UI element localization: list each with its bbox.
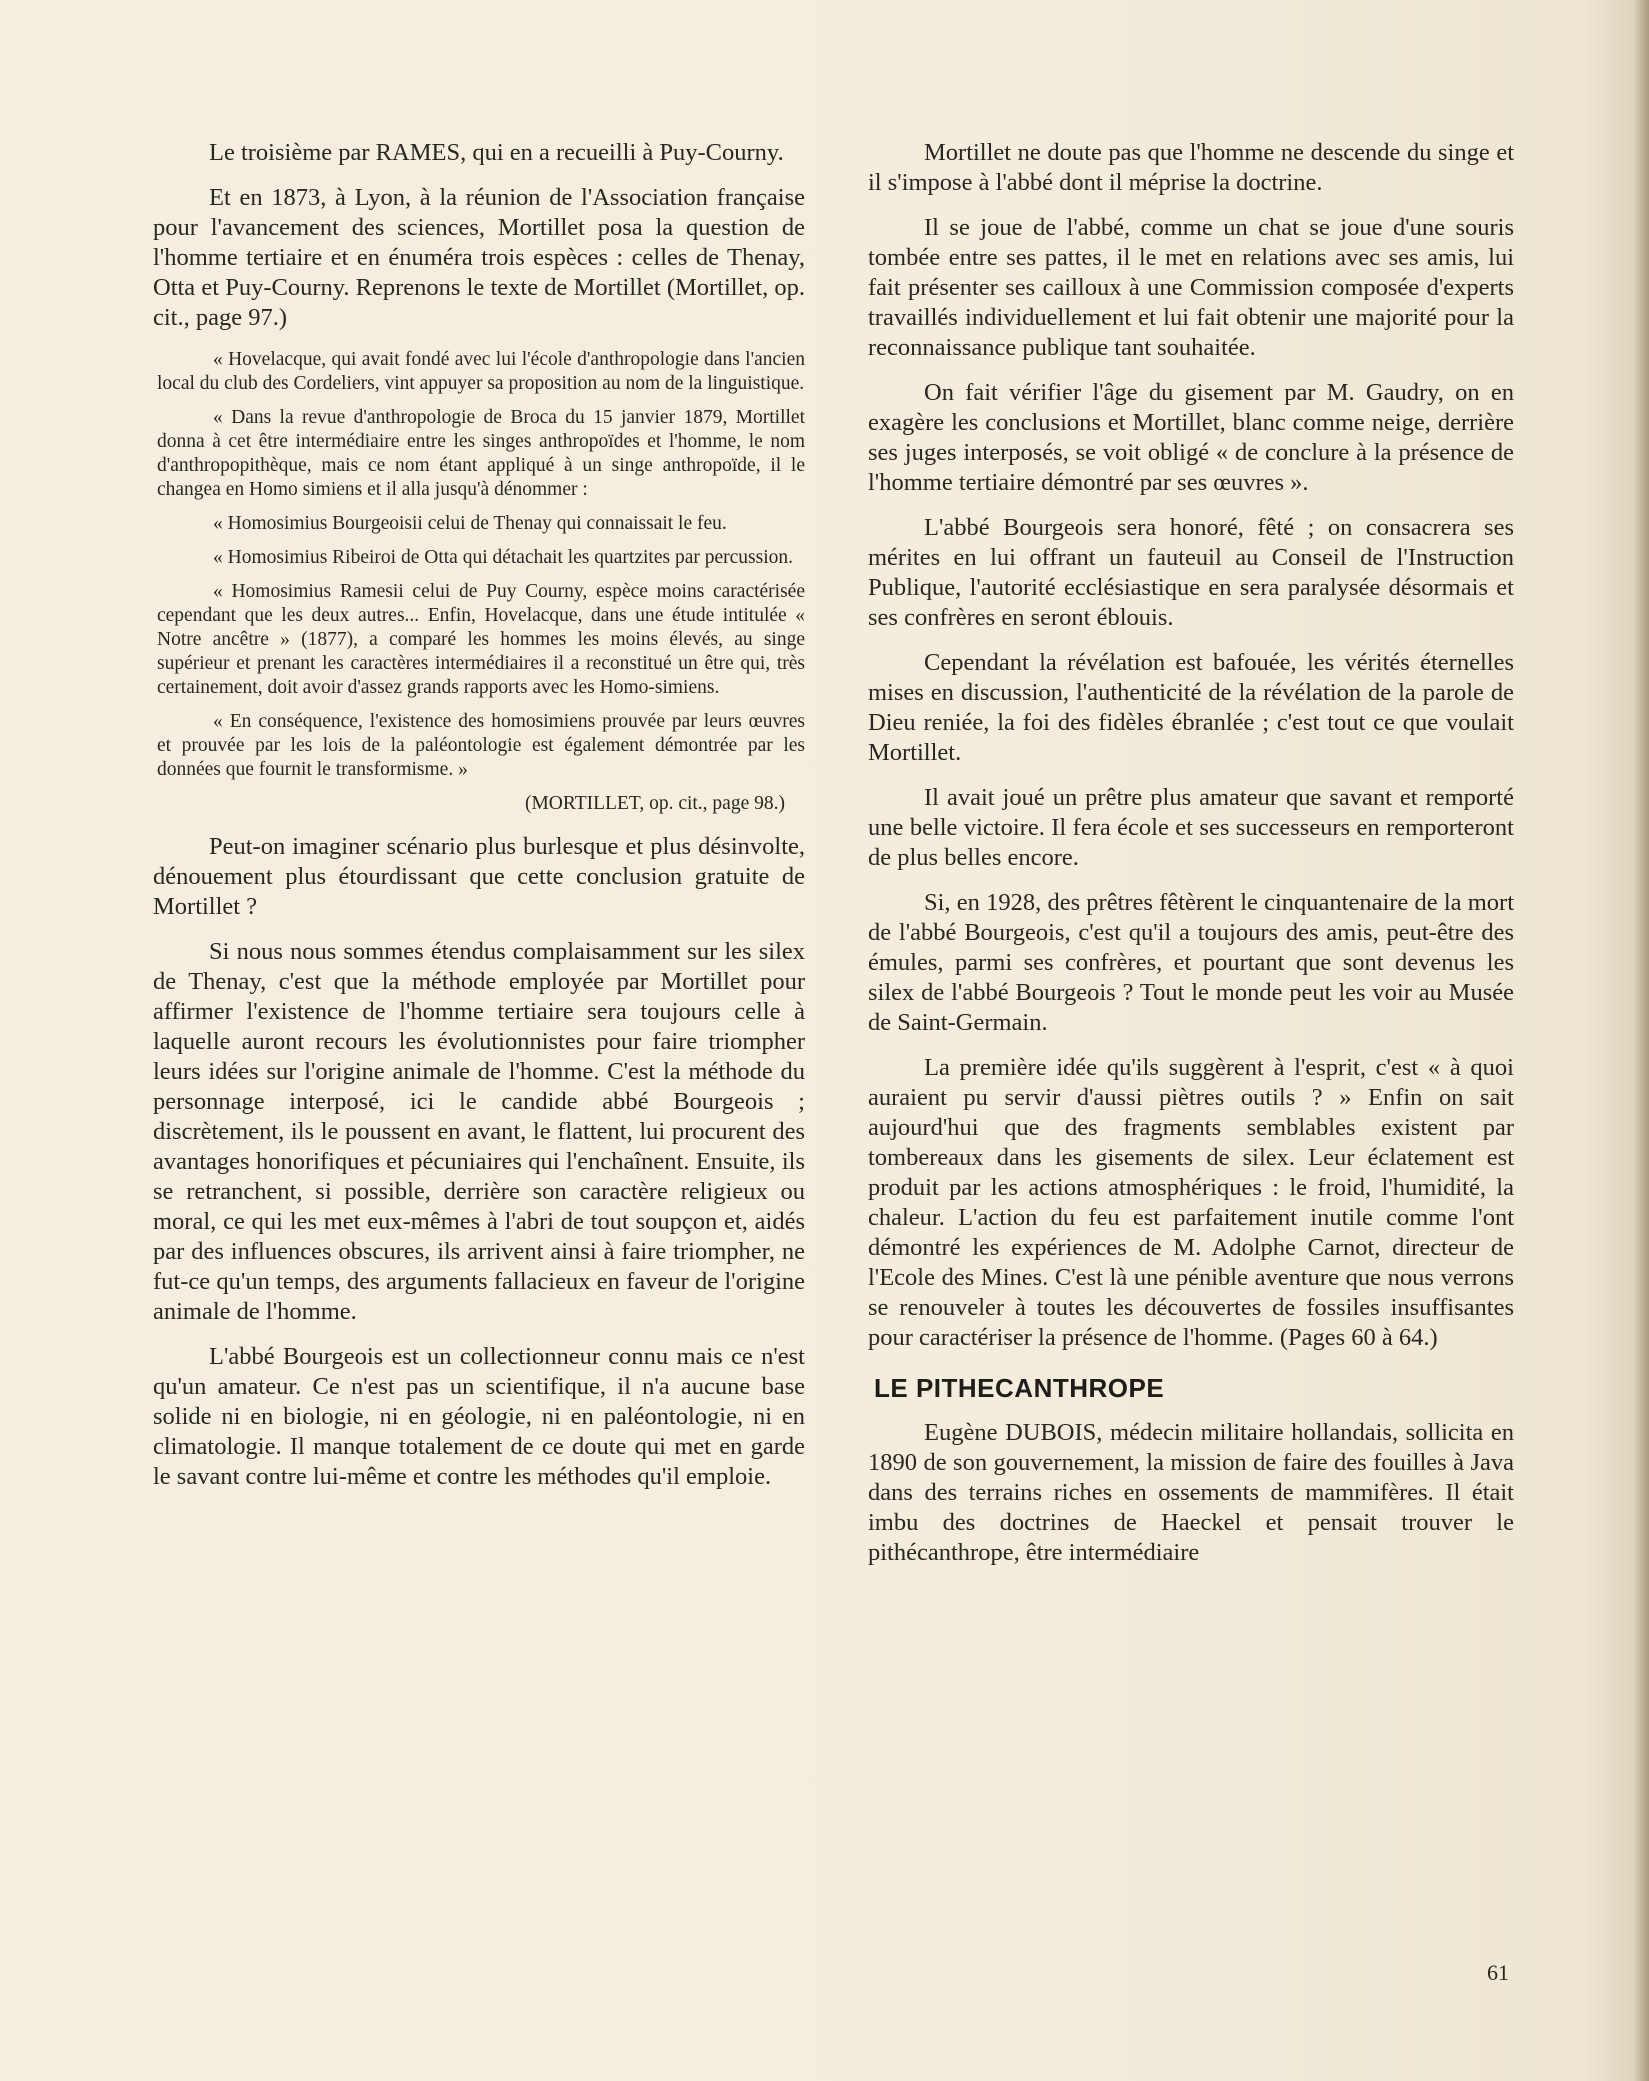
quote-paragraph: « Hovelacque, qui avait fondé avec lui l'école d'anthropologie dans l'ancien local du club des Cordeliers, vint appuyer sa proposition au nom de la linguistique. <box>157 349 805 394</box>
paragraph: L'abbé Bourgeois sera honoré, fêté ; on consacrera ses mérites en lui offrant un fauteuil au Conseil de l'Instruction Publique, l'autorité ecclésiastique en sera paralysée désormais et ses confrères en seront éblouis. <box>868 514 1514 631</box>
paragraph: L'abbé Bourgeois est un collectionneur connu mais ce n'est qu'un amateur. Ce n'est pas un scientifique, il n'a aucune base solide ni en biologie, ni en géologie, ni en paléontologie, ni en climatologie. Il manque totalement de ce doute qui met en garde le savant contre lui-même et contre les méthodes qu'il emploie. <box>153 1343 805 1490</box>
paragraph: Si nous nous sommes étendus complaisamment sur les silex de Thenay, c'est que la méthode employée par Mortillet pour affirmer l'existence de l'homme tertiaire sera toujours celle à laquelle auront recours les évolutionnistes pour faire triompher leurs idées sur l'origine animale de l'homme. C'est la méthode du personnage interposé, ici le candide abbé Bourgeois ; discrètement, ils le poussent en avant, le flattent, lui procurent des avantages honorifiques et pécuniaires qui l'enchaînent. Ensuite, ils se retranchent, si possible, derrière son caractère religieux ou moral, ce qui les met eux-mêmes à l'abri de tout soupçon et, aidés par des influences obscures, ils arrivent ainsi à faire triompher, ne fut-ce qu'un temps, des arguments fallacieux en faveur de l'origine animale de l'homme. <box>153 938 805 1325</box>
quote-paragraph: « Homosimius Ribeiroi de Otta qui détachait les quartzites par percussion. <box>213 547 793 568</box>
paragraph: Il avait joué un prêtre plus amateur que savant et remporté une belle victoire. Il fera école et ses successeurs en remporteront de plus belles encore. <box>868 784 1514 871</box>
page-edge <box>1635 0 1649 2081</box>
quote-reference: (MORTILLET, op. cit., page 98.) <box>524 793 785 814</box>
page-number: 61 <box>1487 1960 1509 1985</box>
paragraph: La première idée qu'ils suggèrent à l'esprit, c'est « à quoi auraient pu servir d'aussi piètres outils ? » Enfin on sait aujourd'hui que des fragments semblables existent par tombereaux dans les gisements de silex. Leur éclatement est produit par les actions atmosphériques : le froid, l'humidité, la chaleur. L'action du feu est parfaitement inutile comme l'ont démontré les expériences de M. Adolphe Carnot, directeur de l'Ecole des Mines. C'est là une pénible aventure que nous verrons se renouveler à toutes les découvertes de fossiles insuffisantes pour caractériser la présence de l'homme. (Pages 60 à 64.) <box>868 1054 1514 1351</box>
quote-paragraph: « En conséquence, l'existence des homosimiens prouvée par leurs œuvres et prouvée par les lois de la paléontologie est également démontrée par les données que fournit le transformisme. » <box>157 711 805 780</box>
left-column <box>153 138 805 1507</box>
quote-paragraph: « Homosimius Ramesii celui de Puy Courny, espèce moins caractérisée cependant que les deux autres... Enfin, Hovelacque, dans une étude intitulée « Notre ancêtre » (1877), a comparé les hommes les moins élevés, au singe supérieur et prenant les caractères intermédiaires il a reconstitué un être qui, très certainement, doit avoir d'assez grands rapports avec les Homo-simiens. <box>157 581 805 698</box>
paragraph: Peut-on imaginer scénario plus burlesque et plus désinvolte, dénouement plus étourdissant que cette conclusion gratuite de Mortillet ? <box>153 833 805 920</box>
quote-paragraph: « Dans la revue d'anthropologie de Broca du 15 janvier 1879, Mortillet donna à cet être intermédiaire entre les singes anthropoïdes et l'homme, le nom d'anthropopithèque, mais ce nom étant appliqué à un singe anthropoïde, il le changea en Homo simiens et il alla jusqu'à dénommer : <box>157 407 805 500</box>
paragraph: Le troisième par RAMES, qui en a recueilli à Puy-Courny. <box>209 139 784 166</box>
paragraph: Et en 1873, à Lyon, à la réunion de l'Association française pour l'avancement des sciences, Mortillet posa la question de l'homme tertiaire et en énuméra trois espèces : celles de Thenay, Otta et Puy-Courny. Reprenons le texte de Mortillet (Mortillet, op. cit., page 97.) <box>153 184 805 331</box>
paragraph: Eugène DUBOIS, médecin militaire hollandais, sollicita en 1890 de son gouvernement, la mission de faire des fouilles à Java dans des terrains riches en ossements de mammifères. Il était imbu des doctrines de Haeckel et pensait trouver le pithécanthrope, être intermédiaire <box>868 1419 1514 1566</box>
right-column <box>868 138 1514 1583</box>
quote-paragraph: « Homosimius Bourgeoisii celui de Thenay qui connaissait le feu. <box>213 513 727 534</box>
paragraph: On fait vérifier l'âge du gisement par M. Gaudry, on en exagère les conclusions et Mortillet, blanc comme neige, derrière ses juges interposés, se voit obligé « de conclure à la présence de l'homme tertiaire démontré par ses œuvres ». <box>868 379 1514 496</box>
paragraph: Il se joue de l'abbé, comme un chat se joue d'une souris tombée entre ses pattes, il le met en relations avec ses amis, lui fait présenter ses cailloux à une Commission composée d'experts travaillés individuellement et lui fait obtenir une majorité pour la reconnaissance publique tant souhaitée. <box>868 214 1514 361</box>
paragraph: Mortillet ne doute pas que l'homme ne descende du singe et il s'impose à l'abbé dont il méprise la doctrine. <box>868 139 1514 196</box>
paragraph: Si, en 1928, des prêtres fêtèrent le cinquantenaire de la mort de l'abbé Bourgeois, c'est qu'il a toujours des amis, peut-être des émules, parmi ses confrères, et pourtant que sont devenus les silex de l'abbé Bourgeois ? Tout le monde peut les voir au Musée de Saint-Germain. <box>868 889 1514 1036</box>
section-heading: LE PITHECANTHROPE <box>874 1373 1165 1403</box>
paragraph: Cependant la révélation est bafouée, les vérités éternelles mises en discussion, l'authenticité de la révélation de la parole de Dieu reniée, la foi des fidèles ébranlée ; c'est tout ce que voulait Mortillet. <box>868 649 1514 766</box>
